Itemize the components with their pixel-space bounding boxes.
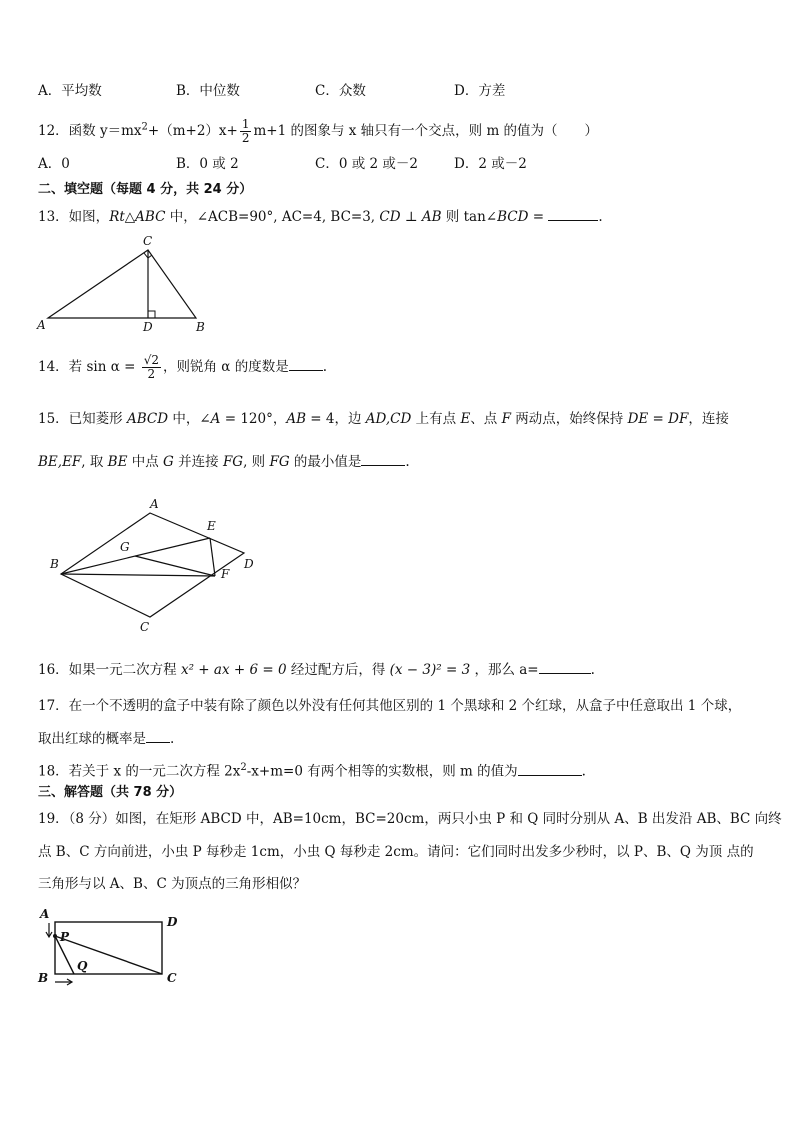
q11-option-a: A．平均数 bbox=[38, 83, 102, 99]
q11-option-b: B．中位数 bbox=[176, 83, 240, 99]
q19-label-d: D bbox=[167, 915, 178, 929]
q18-stem: 18．若关于 x 的一元二次方程 $2x^2-x+m=0$ 有两个相等的实数根，则 m 的值为 . bbox=[38, 762, 586, 780]
q15-label-e: E bbox=[207, 519, 216, 533]
q15-label-g: G bbox=[120, 540, 130, 554]
q19-stem-line2: 点 B、C 方向前进，小虫 P 每秒走 1cm，小虫 Q 每秒走 2cm。请问：它们同时出发多少秒时，以 P、B、Q 为顶 点的 bbox=[38, 844, 754, 860]
q16-stem: 16．如果一元二次方程 x² + ax + 6 = 0 经过配方后，得 (x − 3)² = 3 ，那么 a= . bbox=[38, 662, 595, 678]
q15-label-f: F bbox=[221, 567, 230, 581]
q13-label-b: B bbox=[196, 320, 205, 334]
q12-option-d: D．2 或－2 bbox=[454, 156, 527, 172]
q11-option-c: C．众数 bbox=[315, 83, 366, 99]
q17-stem-line1: 17．在一个不透明的盒子中装有除了颜色以外没有任何其他区别的 1 个黑球和 2 个红球，从盒子中任意取出 1 个球， bbox=[38, 698, 742, 714]
q19-stem-line3: 三角形与以 A、B、C 为顶点的三角形相似？ bbox=[38, 876, 307, 892]
section-heading-answer: 三、解答题（共 78 分） bbox=[38, 785, 183, 800]
q19-label-c: C bbox=[167, 971, 177, 985]
q14-fraction: $\frac{√2}{2}$ bbox=[143, 353, 159, 381]
q17-stem-line2: 取出红球的概率是 . bbox=[38, 731, 175, 747]
q19-stem-line1: 19．（8 分）如图，在矩形 ABCD 中，AB=10cm，BC=20cm，两只小虫 P 和 Q 同时分别从 A、B 出发沿 AB、BC 向终 bbox=[38, 811, 782, 827]
q19-label-p: P bbox=[60, 930, 70, 944]
q11-option-d: D．方差 bbox=[454, 83, 506, 99]
q13-label-a: A bbox=[37, 318, 46, 332]
q19-point-p bbox=[53, 934, 57, 938]
q12-fraction: $\frac{1}{2}$ bbox=[241, 117, 250, 145]
q15-label-b: B bbox=[50, 557, 59, 571]
q14-stem: 14．若 sin α = $\frac{√2}{2}$ ，则锐角 α 的度数是 . bbox=[38, 353, 327, 381]
q13-stem: 13．如图，Rt△ABC 中，∠ACB=90°, AC=4, BC=3, CD ⊥ AB 则 tan∠BCD = . bbox=[38, 209, 603, 225]
q15-stem-line1: 15．已知菱形 ABCD 中，∠A = 120°，AB = 4，边 AD,CD 上有点 E、点 F 两动点，始终保持 DE = DF，连接 bbox=[38, 411, 729, 427]
section-heading-fill-in: 二、填空题（每题 4 分，共 24 分） bbox=[38, 182, 253, 197]
q15-label-c: C bbox=[140, 620, 150, 634]
q13-label-d: D bbox=[143, 320, 153, 334]
q15-label-d: D bbox=[244, 557, 254, 571]
q19-rectangle-abcd bbox=[55, 922, 162, 974]
q19-label-b: B bbox=[38, 971, 49, 985]
q19-label-q: Q bbox=[77, 959, 88, 973]
q15-label-a: A bbox=[150, 497, 159, 511]
q15-stem-line2: BE,EF, 取 BE 中点 G 并连接 FG, 则 FG 的最小值是 . bbox=[38, 454, 410, 470]
q13-label-c: C bbox=[143, 234, 153, 248]
q12-option-b: B．0 或 2 bbox=[176, 156, 239, 172]
q12-stem: 12．函数 $y=mx^2+(m+2)x+$ $\frac{1}{2}$ m+1 的图象与 x 轴只有一个交点，则 m 的值为（ ） bbox=[38, 117, 599, 145]
q12-option-a: A．0 bbox=[38, 156, 70, 172]
q12-option-c: C．0 或 2 或－2 bbox=[315, 156, 418, 172]
q19-label-a: A bbox=[40, 907, 50, 921]
